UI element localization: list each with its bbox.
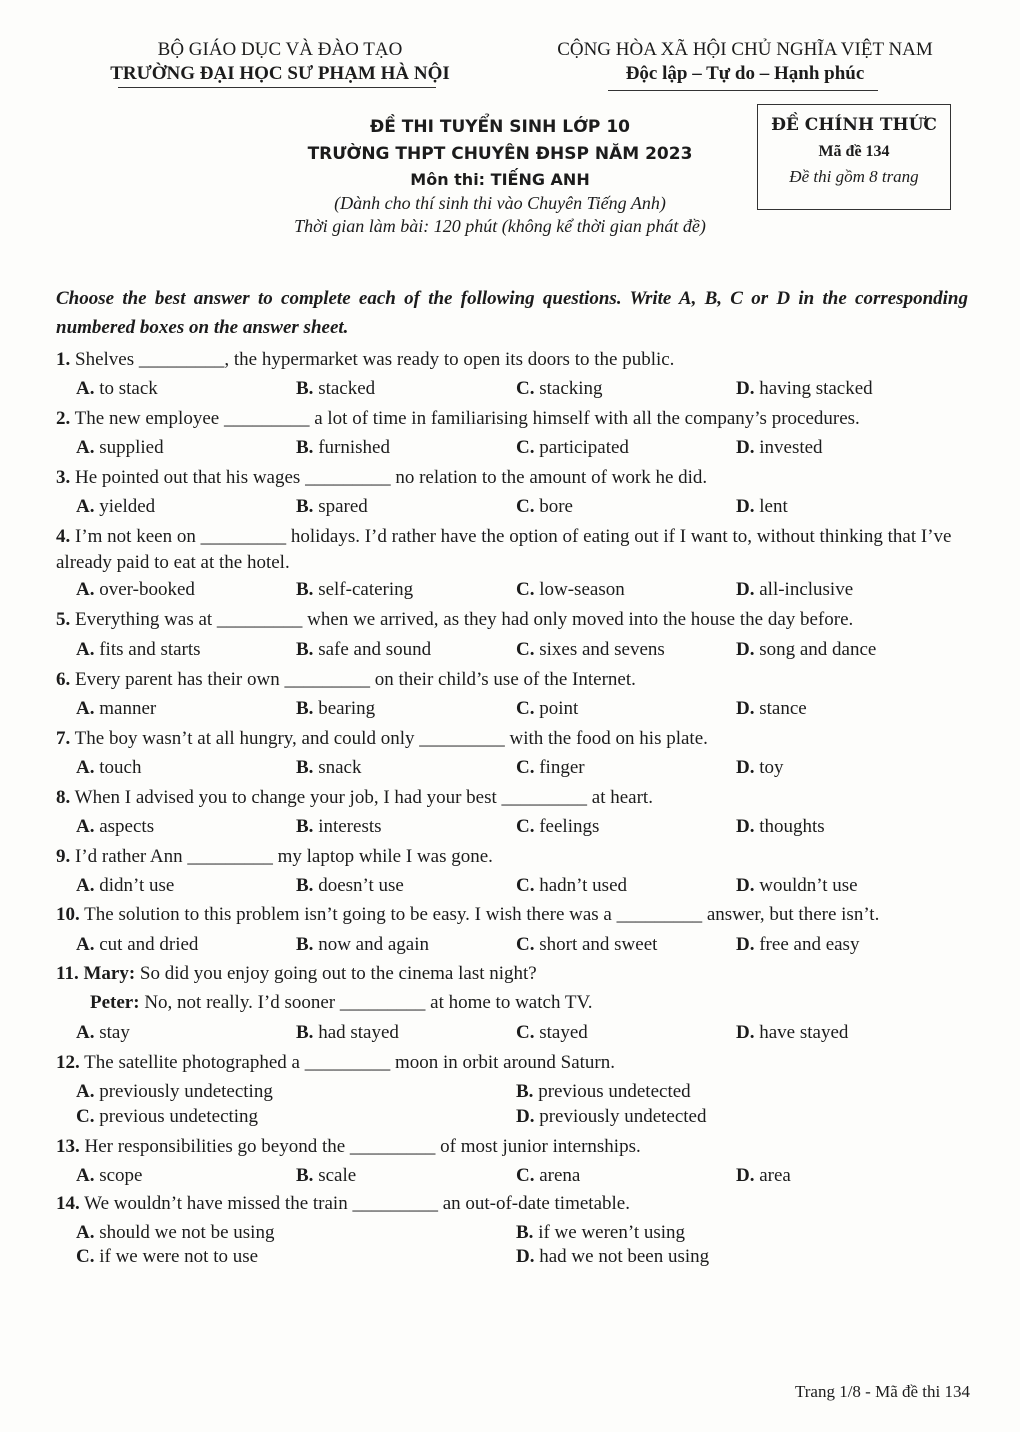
option-letter: A.	[76, 1222, 95, 1243]
option-text: sixes and sevens	[534, 639, 665, 660]
option-b[interactable]	[296, 1022, 399, 1044]
option-letter: B.	[296, 934, 314, 955]
option-c[interactable]	[76, 1246, 258, 1268]
national-header	[525, 38, 965, 86]
option-text: if we were not to use	[94, 1246, 259, 1267]
exam-subject: Môn thi: TIẾNG ANH	[410, 170, 590, 189]
question-number: 5.	[56, 609, 71, 630]
option-text: finger	[534, 757, 585, 778]
option-b[interactable]	[516, 1222, 685, 1244]
question-text: He pointed out that his wages _________ no relation to the amount of work he did.	[70, 467, 708, 488]
question-text: We wouldn’t have missed the train _________ an out-of-date timetable.	[79, 1193, 630, 1214]
option-letter: A.	[76, 1165, 95, 1186]
option-letter: B.	[296, 816, 314, 837]
option-letter: B.	[296, 1165, 314, 1186]
option-letter: A.	[76, 437, 95, 458]
question-10	[56, 904, 971, 926]
option-text: wouldn’t use	[754, 875, 858, 896]
option-a[interactable]	[76, 757, 141, 779]
question-text: Shelves _________, the hypermarket was ready to open its doors to the public.	[70, 349, 675, 370]
question-number: 7.	[56, 728, 71, 749]
option-letter: C.	[76, 1246, 95, 1267]
question-number: 3.	[56, 467, 71, 488]
option-text: cut and dried	[94, 934, 199, 955]
option-letter: D.	[736, 1022, 755, 1043]
option-text: touch	[94, 757, 142, 778]
question-text: Her responsibilities go beyond the _________ of most junior internships.	[79, 1136, 641, 1157]
option-d[interactable]	[516, 1246, 709, 1268]
question-text: Every parent has their own _________ on their child’s use of the Internet.	[70, 669, 636, 690]
question-11	[56, 963, 971, 985]
option-letter: C.	[516, 757, 535, 778]
option-d[interactable]	[736, 437, 823, 459]
option-text: to stack	[94, 378, 158, 399]
dialog-reply	[90, 992, 593, 1014]
question-9	[56, 846, 971, 868]
question-number: 1.	[56, 349, 71, 370]
university-name: TRƯỜNG ĐẠI HỌC SƯ PHẠM HÀ NỘI	[110, 63, 450, 84]
option-text: doesn’t use	[313, 875, 404, 896]
option-letter: C.	[516, 934, 535, 955]
option-c[interactable]	[516, 875, 627, 897]
page-count: Đề thi gồm 8 trang	[789, 167, 919, 186]
question-number: 11.	[56, 963, 79, 984]
option-c[interactable]	[516, 378, 603, 400]
option-a[interactable]	[76, 934, 198, 956]
official-exam-box	[757, 104, 951, 210]
option-text: stacking	[534, 378, 603, 399]
option-text: self-catering	[313, 579, 414, 600]
question-2	[56, 408, 971, 430]
option-text: feelings	[534, 816, 600, 837]
question-4	[56, 524, 971, 576]
option-text: supplied	[94, 437, 164, 458]
option-letter: D.	[736, 437, 755, 458]
option-b[interactable]	[296, 1165, 356, 1187]
option-letter: C.	[76, 1106, 95, 1127]
option-letter: D.	[736, 579, 755, 600]
header-underline-right	[608, 90, 878, 91]
option-text: fits and starts	[94, 639, 201, 660]
option-c[interactable]	[516, 639, 665, 661]
option-a[interactable]	[76, 496, 155, 518]
option-a[interactable]	[76, 816, 154, 838]
option-d[interactable]	[736, 639, 876, 661]
option-letter: D.	[736, 639, 755, 660]
option-letter: A.	[76, 378, 95, 399]
option-text: if we weren’t using	[533, 1222, 686, 1243]
option-c[interactable]	[516, 496, 573, 518]
option-letter: C.	[516, 1022, 535, 1043]
option-c[interactable]	[516, 934, 657, 956]
option-letter: C.	[516, 437, 535, 458]
option-letter: D.	[736, 378, 755, 399]
option-text: manner	[94, 698, 157, 719]
option-text: aspects	[94, 816, 155, 837]
question-5	[56, 609, 971, 631]
question-text: When I advised you to change your job, I had your best _________ at heart.	[70, 787, 653, 808]
option-letter: A.	[76, 1081, 95, 1102]
question-1	[56, 349, 971, 371]
option-text: now and again	[313, 934, 429, 955]
instructions: Choose the best answer to complete each of the following questions. Write A, B, C or D in the corresponding numbered boxes on the answer sheet.	[56, 288, 968, 338]
dialog-line: No, not really. I’d sooner _________ at home to watch TV.	[139, 992, 593, 1013]
option-text: bearing	[313, 698, 376, 719]
ministry-header	[80, 38, 480, 86]
option-letter: A.	[76, 875, 95, 896]
option-c[interactable]	[76, 1106, 258, 1128]
option-text: previously undetecting	[94, 1081, 273, 1102]
option-letter: D.	[516, 1246, 535, 1267]
option-letter: C.	[516, 1165, 535, 1186]
option-text: participated	[534, 437, 629, 458]
option-text: safe and sound	[313, 639, 432, 660]
speaker-name: Peter:	[90, 992, 140, 1013]
option-text: point	[534, 698, 579, 719]
option-letter: A.	[76, 757, 95, 778]
option-letter: C.	[516, 496, 535, 517]
option-a[interactable]	[76, 1022, 130, 1044]
question-text: Everything was at _________ when we arrived, as they had only moved into the house the day before.	[70, 609, 854, 630]
country-name: CỘNG HÒA XÃ HỘI CHỦ NGHĨA VIỆT NAM	[557, 39, 933, 60]
option-text: previously undetected	[534, 1106, 707, 1127]
option-text: free and easy	[754, 934, 860, 955]
question-number: 13.	[56, 1136, 80, 1157]
header-underline-left	[118, 87, 436, 88]
option-letter: D.	[516, 1106, 535, 1127]
option-letter: C.	[516, 639, 535, 660]
question-number: 9.	[56, 846, 71, 867]
question-3	[56, 467, 971, 489]
option-letter: D.	[736, 875, 755, 896]
question-text: I’d rather Ann _________ my laptop while I was gone.	[70, 846, 493, 867]
option-text: song and dance	[754, 639, 877, 660]
option-d[interactable]	[736, 1022, 848, 1044]
option-b[interactable]	[296, 579, 413, 601]
option-letter: B.	[516, 1081, 534, 1102]
option-d[interactable]	[736, 496, 788, 518]
option-text: spared	[313, 496, 368, 517]
national-motto: Độc lập – Tự do – Hạnh phúc	[625, 63, 865, 84]
option-text: had stayed	[313, 1022, 399, 1043]
question-8	[56, 787, 971, 809]
option-text: stay	[94, 1022, 130, 1043]
option-text: toy	[754, 757, 784, 778]
option-text: bore	[534, 496, 573, 517]
option-letter: B.	[516, 1222, 534, 1243]
option-text: had we not been using	[534, 1246, 710, 1267]
option-text: furnished	[313, 437, 390, 458]
option-letter: D.	[736, 698, 755, 719]
option-d[interactable]	[736, 757, 784, 779]
option-d[interactable]	[736, 378, 873, 400]
option-letter: D.	[736, 496, 755, 517]
option-a[interactable]	[76, 378, 158, 400]
option-b[interactable]	[296, 437, 390, 459]
option-c[interactable]	[516, 1165, 580, 1187]
option-text: thoughts	[754, 816, 825, 837]
option-b[interactable]	[296, 378, 375, 400]
question-number: 8.	[56, 787, 71, 808]
option-b[interactable]	[296, 698, 375, 720]
question-text: The satellite photographed a _________ moon in orbit around Saturn.	[79, 1052, 615, 1073]
question-6	[56, 669, 971, 691]
exam-duration: Thời gian làm bài: 120 phút (không kể thời gian phát đề)	[294, 216, 706, 236]
option-letter: A.	[76, 639, 95, 660]
option-text: stance	[754, 698, 807, 719]
option-text: having stacked	[754, 378, 873, 399]
option-letter: B.	[296, 378, 314, 399]
exam-audience: (Dành cho thí sinh thi vào Chuyên Tiếng Anh)	[334, 193, 666, 213]
option-letter: A.	[76, 496, 95, 517]
option-text: previous undetected	[533, 1081, 691, 1102]
option-text: arena	[534, 1165, 581, 1186]
option-d[interactable]	[736, 816, 825, 838]
option-b[interactable]	[296, 816, 382, 838]
option-letter: B.	[296, 639, 314, 660]
option-letter: B.	[296, 579, 314, 600]
exam-school: TRƯỜNG THPT CHUYÊN ĐHSP NĂM 2023	[307, 144, 693, 164]
option-text: didn’t use	[94, 875, 175, 896]
option-text: previous undetecting	[94, 1106, 259, 1127]
option-text: snack	[313, 757, 362, 778]
option-c[interactable]	[516, 579, 625, 601]
option-text: short and sweet	[534, 934, 658, 955]
question-14	[56, 1193, 971, 1215]
option-b[interactable]	[296, 934, 429, 956]
option-c[interactable]	[516, 437, 629, 459]
question-text: The solution to this problem isn’t going to be easy. I wish there was a _________ answer, but there isn’t.	[79, 904, 880, 925]
option-letter: C.	[516, 378, 535, 399]
speaker-name: Mary:	[78, 963, 136, 984]
option-text: area	[754, 1165, 791, 1186]
exam-title: ĐỀ THI TUYỂN SINH LỚP 10	[370, 117, 630, 137]
dialog-line: So did you enjoy going out to the cinema last night?	[135, 963, 537, 984]
question-text: The new employee _________ a lot of time in familiarising himself with all the company’s procedures.	[70, 408, 860, 429]
option-letter: C.	[516, 875, 535, 896]
option-d[interactable]	[736, 934, 859, 956]
question-text: I’m not keen on _________ holidays. I’d rather have the option of eating out if I want to, without thinking that I’ve already paid to eat at the hotel.	[56, 526, 952, 573]
option-letter: C.	[516, 816, 535, 837]
option-letter: C.	[516, 698, 535, 719]
option-text: all-inclusive	[754, 579, 854, 600]
option-b[interactable]	[296, 639, 431, 661]
option-letter: B.	[296, 757, 314, 778]
option-letter: B.	[296, 437, 314, 458]
option-letter: D.	[736, 816, 755, 837]
option-letter: A.	[76, 579, 95, 600]
option-d[interactable]	[736, 698, 807, 720]
option-a[interactable]	[76, 1081, 273, 1103]
question-number: 6.	[56, 669, 71, 690]
option-text: scope	[94, 1165, 143, 1186]
option-c[interactable]	[516, 1022, 588, 1044]
question-number: 10.	[56, 904, 80, 925]
option-d[interactable]	[736, 1165, 791, 1187]
option-letter: A.	[76, 816, 95, 837]
question-number: 4.	[56, 526, 71, 547]
question-7	[56, 728, 971, 750]
question-number: 14.	[56, 1193, 80, 1214]
option-letter: B.	[296, 875, 314, 896]
exam-title-block	[240, 114, 760, 238]
option-a[interactable]	[76, 698, 156, 720]
option-b[interactable]	[296, 496, 368, 518]
option-letter: D.	[736, 934, 755, 955]
option-text: yielded	[94, 496, 156, 517]
option-c[interactable]	[516, 816, 599, 838]
option-c[interactable]	[516, 757, 585, 779]
option-a[interactable]	[76, 1222, 274, 1244]
question-number: 12.	[56, 1052, 80, 1073]
page-footer: Trang 1/8 - Mã đề thi 134	[794, 1382, 970, 1401]
option-letter: D.	[736, 1165, 755, 1186]
option-d[interactable]	[736, 875, 858, 897]
option-text: should we not be using	[94, 1222, 275, 1243]
option-a[interactable]	[76, 1165, 143, 1187]
question-13	[56, 1136, 971, 1158]
option-d[interactable]	[736, 579, 853, 601]
option-letter: A.	[76, 1022, 95, 1043]
option-a[interactable]	[76, 579, 195, 601]
option-b[interactable]	[516, 1081, 691, 1103]
option-text: stayed	[534, 1022, 588, 1043]
option-text: lent	[754, 496, 788, 517]
option-b[interactable]	[296, 875, 404, 897]
option-b[interactable]	[296, 757, 361, 779]
question-12	[56, 1052, 971, 1074]
exam-code: Mã đề 134	[818, 143, 890, 160]
option-text: have stayed	[754, 1022, 849, 1043]
option-c[interactable]	[516, 698, 578, 720]
option-a[interactable]	[76, 875, 174, 897]
option-letter: C.	[516, 579, 535, 600]
ministry-name: BỘ GIÁO DỤC VÀ ĐÀO TẠO	[157, 39, 403, 60]
option-text: scale	[313, 1165, 357, 1186]
option-text: interests	[313, 816, 382, 837]
option-letter: B.	[296, 1022, 314, 1043]
option-d[interactable]	[516, 1106, 707, 1128]
option-a[interactable]	[76, 639, 201, 661]
option-text: over-booked	[94, 579, 195, 600]
option-letter: B.	[296, 698, 314, 719]
option-text: stacked	[313, 378, 376, 399]
option-text: hadn’t used	[534, 875, 628, 896]
question-text: The boy wasn’t at all hungry, and could only _________ with the food on his plate.	[70, 728, 708, 749]
option-a[interactable]	[76, 437, 164, 459]
option-text: invested	[754, 437, 823, 458]
option-letter: B.	[296, 496, 314, 517]
option-text: low-season	[534, 579, 625, 600]
question-number: 2.	[56, 408, 71, 429]
option-letter: A.	[76, 934, 95, 955]
option-letter: A.	[76, 698, 95, 719]
option-letter: D.	[736, 757, 755, 778]
official-label: ĐỀ CHÍNH THỨC	[771, 115, 937, 135]
